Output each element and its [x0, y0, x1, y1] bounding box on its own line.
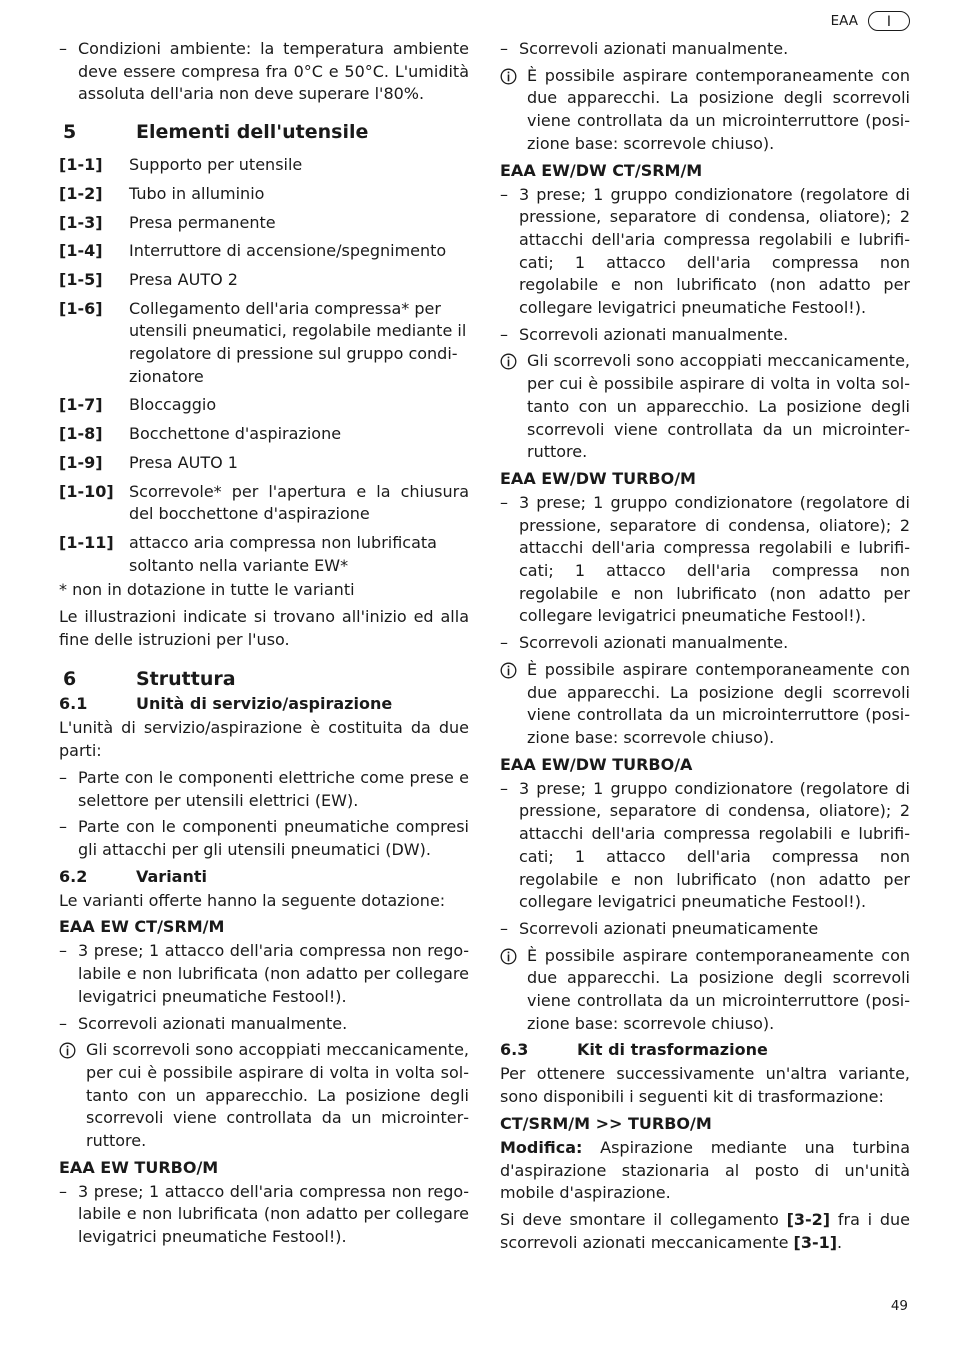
list-item: – Parte con le componenti pneumatiche compresi gli attacchi per gli utensili pneumatici (DW). — [59, 817, 469, 859]
kit-heading: CT/SRM/M >> TURBO/M — [500, 1113, 712, 1133]
paragraph: L'unità di servizio/aspirazione è costituita da due parti: — [59, 718, 469, 761]
list-item: – 3 prese; 1 gruppo condizionatore (regolatore di pressione, separatore di condensa, oliatore); 2 attacchi dell'aria compressa regolabili e lubrificati; 1 attacco dell'aria compressa non regolabile e non lubrificato (non adatto per collegare levigatrici pneumatiche Festool!). — [500, 492, 910, 626]
page-number: 49 — [890, 1298, 908, 1314]
variant-heading: EAA EW TURBO/M — [59, 1157, 219, 1177]
component-item: [1-1] Supporto per utensile — [59, 155, 303, 175]
subsection-heading-6-2: 6.2 Varianti — [59, 866, 207, 886]
info-icon — [59, 1039, 86, 1153]
info-note: È possibile aspirare contemporaneamente con due apparecchi. La posizione degli scorrevoli viene controllata da un microinterruttore (posizione base: scorrevole chiuso). — [500, 659, 910, 750]
figure-ref: [3-2] — [786, 1209, 831, 1229]
component-item: [1-8] Bocchettone d'aspirazione — [59, 424, 342, 444]
figure-ref: [3-1] — [793, 1232, 838, 1252]
left-column — [59, 38, 469, 1253]
variant-heading: EAA EW CT/SRM/M — [59, 917, 225, 937]
component-item: [1-9] Presa AUTO 1 — [59, 452, 238, 472]
section-heading-5: 5 Elementi dell'utensile — [63, 121, 369, 144]
list-item: – Parte con le componenti elettriche come prese e selettore per utensili elettrici (EW). — [59, 767, 469, 810]
component-item: [1-3] Presa permanente — [59, 212, 276, 232]
component-item: [1-11] attacco aria compressa non lubrificata soltanto nella variante EW* — [59, 532, 437, 575]
footnote: * non in dotazione in tutte le varianti — [59, 580, 355, 600]
list-item: – 3 prese; 1 attacco dell'aria compressa non regolabile e non lubrificata (non adatto per collegare levigatrici pneumatiche Festool!). — [59, 941, 469, 1006]
right-column — [500, 38, 910, 1258]
info-note: Gli scorrevoli sono accoppiati meccanicamente, per cui è possibile aspirare di volta in volta soltanto con un apparecchio. La posizione degli scorrevoli viene controllata da un microinterruttore. — [500, 350, 910, 464]
section-heading-6: 6 Struttura — [63, 668, 236, 691]
component-item: [1-2] Tubo in alluminio — [59, 183, 265, 203]
list-item: – Scorrevoli azionati manualmente. — [59, 1013, 348, 1033]
list-item: – Condizioni ambiente: la temperatura ambiente deve essere compresa fra 0°C e 50°C. L'umidità assoluta dell'aria non deve superare l'80%. — [59, 39, 469, 104]
list-item: – Scorrevoli azionati manualmente. — [500, 324, 789, 344]
list-item: – 3 prese; 1 gruppo condizionatore (regolatore di pressione, separatore di condensa, oliatore); 2 attacchi dell'aria compressa regolabili e lubrificati; 1 attacco dell'aria compressa non regolabile e non lubrificato (non adatto per collegare levigatrici pneumatiche Festool!). — [500, 778, 910, 912]
component-item: [1-6] Collegamento dell'aria compressa* per utensili pneumatici, regolabile mediante il regolatore di pressione sul gruppo condizionatore — [59, 298, 467, 386]
variant-heading: EAA EW/DW CT/SRM/M — [500, 160, 703, 180]
info-icon — [500, 945, 527, 1036]
language-badge: I — [868, 11, 910, 31]
list-item: – Scorrevoli azionati pneumaticamente — [500, 918, 819, 938]
disassembly-paragraph: Si deve smontare il collegamento [3-2] fra i due scorrevoli azionati meccanicamente [3-1]. — [500, 1209, 910, 1252]
page-header — [831, 11, 910, 31]
modification-label: Modifica: — [500, 1137, 583, 1157]
component-item: [1-10] Scorrevole* per l'apertura e la chiusura del bocchettone d'aspirazione — [59, 481, 469, 524]
info-note: È possibile aspirare contemporaneamente con due apparecchi. La posizione degli scorrevoli viene controllata da un microinterruttore (posizione base: scorrevole chiuso). — [500, 65, 910, 156]
info-note: È possibile aspirare contemporaneamente con due apparecchi. La posizione degli scorrevoli viene controllata da un microinterruttore (posizione base: scorrevole chiuso). — [500, 945, 910, 1036]
paragraph: Le varianti offerte hanno la seguente dotazione: — [59, 890, 446, 910]
list-item: – Scorrevoli azionati manualmente. — [500, 633, 789, 653]
list-item: – 3 prese; 1 attacco dell'aria compressa non regolabile e non lubrificata (non adatto per collegare levigatrici pneumatiche Festool!). — [59, 1181, 469, 1247]
subsection-heading-6-1: 6.1 Unità di servizio/aspirazione — [59, 694, 393, 714]
variant-heading: EAA EW/DW TURBO/A — [500, 754, 693, 774]
info-icon — [500, 659, 527, 750]
variant-heading: EAA EW/DW TURBO/M — [500, 468, 696, 488]
product-code: EAA — [830, 13, 858, 29]
list-item: – 3 prese; 1 gruppo condizionatore (regolatore di pressione, separatore di condensa, oliatore); 2 attacchi dell'aria compressa regolabili e lubrificati; 1 attacco dell'aria compressa non regolabile e non lubrificato (non adatto per collegare levigatrici pneumatiche Festool!). — [500, 184, 910, 318]
info-icon — [500, 65, 527, 156]
list-item: – Scorrevoli azionati manualmente. — [500, 39, 789, 58]
component-item: [1-4] Interruttore di accensione/spegnimento — [59, 241, 447, 261]
component-item: [1-7] Bloccaggio — [59, 395, 217, 415]
paragraph: Per ottenere successivamente un'altra variante, sono disponibili i seguenti kit di trasformazione: — [500, 1064, 910, 1107]
info-note: Gli scorrevoli sono accoppiati meccanicamente, per cui è possibile aspirare di volta in volta soltanto con un apparecchio. La posizione degli scorrevoli viene controllata da un microinterruttore. — [59, 1039, 469, 1153]
subsection-heading-6-3: 6.3 Kit di trasformazione — [500, 1040, 768, 1060]
illustrations-note: Le illustrazioni indicate si trovano all'inizio ed alla fine delle istruzioni per l'uso. — [59, 607, 469, 649]
component-item: [1-5] Presa AUTO 2 — [59, 269, 238, 289]
modification-paragraph: Modifica: Aspirazione mediante una turbina d'aspirazione stazionaria al posto di un'unità mobile d'aspirazione. — [500, 1137, 910, 1203]
info-icon — [500, 350, 527, 464]
